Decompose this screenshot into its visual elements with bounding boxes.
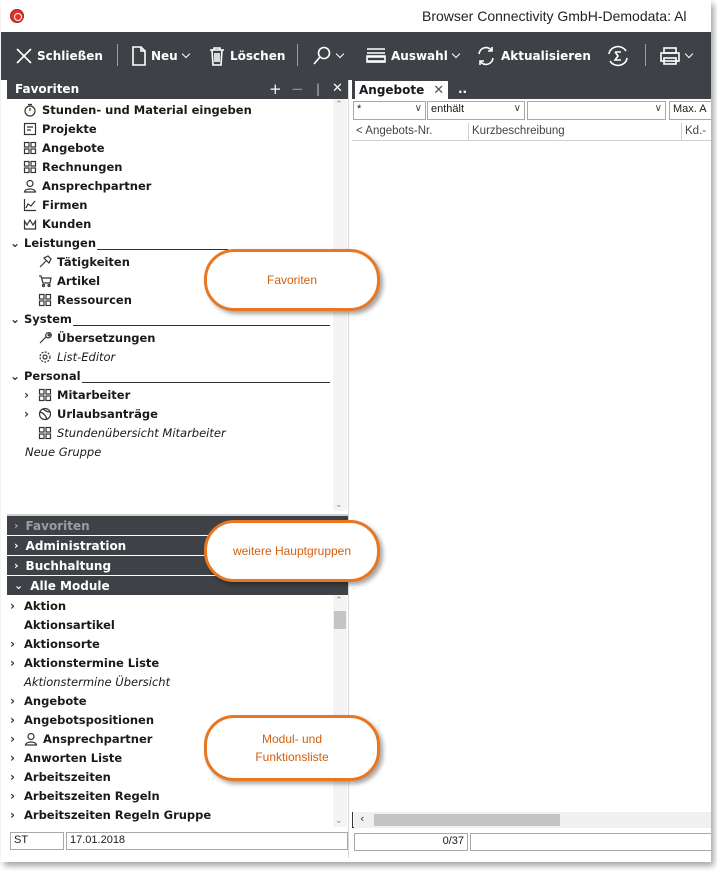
browser-panel <box>352 80 711 858</box>
favorite-item-projects[interactable] <box>23 119 97 138</box>
filter-bar <box>352 101 711 121</box>
toolbar-separator <box>117 44 118 66</box>
app-logo-icon[interactable] <box>10 9 24 23</box>
favorites-header <box>7 80 348 99</box>
favorite-item-translations[interactable] <box>38 328 155 347</box>
module-item[interactable] <box>10 748 122 767</box>
module-item[interactable] <box>10 710 154 729</box>
scroll-left-icon[interactable]: ‹ <box>360 812 365 825</box>
close-x-icon <box>15 47 33 65</box>
toolbar-separator <box>297 44 298 66</box>
new-group-item[interactable]: Neue Gruppe <box>25 444 102 459</box>
scroll-down-icon[interactable]: ⌄ <box>335 500 343 510</box>
close-button[interactable] <box>15 32 103 80</box>
chevron-down-icon: ∨ <box>513 103 521 114</box>
hammer-icon <box>38 255 52 269</box>
grid-icon <box>23 141 37 155</box>
group-label: System <box>24 311 72 326</box>
chevron-right-icon: › <box>14 539 19 552</box>
filter-field-value: * <box>357 103 362 115</box>
filter-value-input[interactable] <box>527 101 666 120</box>
add-favorite-button[interactable]: + <box>269 80 282 98</box>
favorite-item-label: Tätigkeiten <box>57 254 130 269</box>
module-label: Angebotspositionen <box>24 712 155 727</box>
favorite-item-customers[interactable] <box>23 214 91 233</box>
window-title: Browser Connectivity GmbH-Demodata: Al <box>422 8 687 24</box>
favorite-item-activities[interactable] <box>38 252 130 271</box>
horizontal-scrollbar[interactable] <box>354 812 711 828</box>
group-personal[interactable] <box>10 366 330 385</box>
chevron-down-icon: ∨ <box>654 103 662 114</box>
selection-list-icon <box>365 47 387 65</box>
tab-bar <box>352 80 711 99</box>
callout-favorites: Favoriten <box>204 249 380 311</box>
favorite-item-label: Ressourcen <box>57 292 132 307</box>
sum-refresh-button[interactable] <box>605 32 631 80</box>
cart-icon <box>38 274 52 288</box>
module-list <box>7 595 333 827</box>
module-item[interactable] <box>10 653 159 672</box>
module-item[interactable] <box>10 786 160 805</box>
favorite-item-hours[interactable] <box>23 100 252 119</box>
module-item[interactable] <box>10 634 100 653</box>
date-status: 17.01.2018 <box>66 832 348 850</box>
trash-icon <box>208 46 226 66</box>
callout-modules-line1: Modul- und <box>261 732 323 746</box>
chevron-down-icon: ⌄ <box>14 579 24 592</box>
scroll-up-icon[interactable]: ⌃ <box>335 596 343 606</box>
person-icon <box>23 179 37 193</box>
group-divider <box>97 249 228 250</box>
user-status: ST <box>10 832 64 850</box>
print-button[interactable] <box>659 32 692 80</box>
search-icon <box>312 46 332 66</box>
module-item[interactable] <box>10 691 87 710</box>
favorite-item-invoices[interactable] <box>23 157 122 176</box>
column-separator[interactable] <box>681 123 682 141</box>
module-label: Arbeitszeiten Regeln <box>24 788 160 803</box>
grid-icon <box>38 426 52 440</box>
chevron-right-icon: › <box>14 559 19 572</box>
group-leistungen[interactable] <box>10 233 228 252</box>
chevron-right-icon[interactable]: › <box>10 598 15 613</box>
chevron-down-icon <box>685 50 693 58</box>
tab-offers[interactable] <box>355 81 448 99</box>
group-header-label: Alle Module <box>30 578 110 593</box>
gear-icon <box>38 350 52 364</box>
chevron-right-icon[interactable]: › <box>10 712 15 727</box>
chevron-down-icon: ⌄ <box>10 311 21 326</box>
refresh-button-label: Aktualisieren <box>501 49 591 63</box>
favorite-item-articles[interactable] <box>38 271 100 290</box>
stopwatch-icon <box>23 103 37 117</box>
favorite-item-label: Ansprechpartner <box>42 178 152 193</box>
record-count: 0/37 <box>354 833 468 851</box>
search-button[interactable] <box>312 32 343 80</box>
column-header <box>352 123 711 141</box>
favorite-item-label: List-Editor <box>57 349 116 364</box>
favorite-item-hours-overview[interactable] <box>38 423 226 442</box>
favorite-item-contacts[interactable] <box>23 176 151 195</box>
favorite-item-label: Artikel <box>57 273 101 288</box>
scroll-up-icon[interactable]: ⌃ <box>335 100 343 110</box>
close-tab-icon[interactable]: ✕ <box>433 82 445 98</box>
grid-icon <box>23 160 37 174</box>
new-document-icon <box>131 46 147 66</box>
favorite-item-list-editor[interactable] <box>38 347 115 366</box>
refresh-button[interactable] <box>475 32 591 80</box>
column-customer-number[interactable]: Kd.- <box>685 125 707 137</box>
module-scrollbar[interactable] <box>333 595 347 827</box>
column-description[interactable]: Kurzbeschreibung <box>472 125 565 137</box>
column-separator[interactable] <box>468 123 469 141</box>
chevron-right-icon[interactable]: › <box>10 731 15 746</box>
group-header-label: Buchhaltung <box>25 558 112 573</box>
chevron-down-icon <box>336 50 344 58</box>
crown-icon <box>23 217 37 231</box>
chevron-right-icon[interactable]: › <box>10 788 15 803</box>
refresh-icon <box>475 45 497 67</box>
module-label: Arbeitszeiten <box>24 769 111 784</box>
favorite-item-label: Kunden <box>42 216 92 231</box>
favorite-item-label: Firmen <box>42 197 88 212</box>
favorite-item-label: Mitarbeiter <box>57 387 131 402</box>
chart-icon <box>23 198 37 212</box>
wrench-icon <box>38 331 52 345</box>
project-icon <box>23 122 37 136</box>
module-label: Aktion <box>24 598 67 613</box>
column-offer-number[interactable]: < Angebots-Nr. <box>356 125 433 137</box>
chevron-right-icon[interactable]: › <box>10 655 15 670</box>
favorite-item-offers[interactable] <box>23 138 105 157</box>
module-item[interactable] <box>10 767 111 786</box>
tab-label: Angebote <box>359 83 425 97</box>
module-item[interactable] <box>10 805 211 824</box>
chevron-right-icon[interactable]: › <box>10 807 15 822</box>
pin-separator: | <box>316 82 321 96</box>
delete-button-label: Löschen <box>230 49 286 63</box>
favorite-item-label: Rechnungen <box>42 159 123 174</box>
max-rows-label: Max. A <box>673 103 707 115</box>
chevron-down-icon <box>181 50 189 58</box>
scrollbar-thumb[interactable] <box>334 611 346 629</box>
module-label: Angebote <box>24 693 87 708</box>
module-label: Ansprechpartner <box>43 731 153 746</box>
ball-icon <box>38 407 52 421</box>
module-label: Aktionsartikel <box>24 617 115 632</box>
select-button-label: Auswahl <box>391 49 448 63</box>
group-divider <box>82 382 330 383</box>
chevron-right-icon[interactable]: › <box>24 406 29 421</box>
close-favorites-button[interactable]: ✕ <box>332 81 343 96</box>
favorite-item-companies[interactable] <box>23 195 87 214</box>
filter-operator-select[interactable] <box>427 101 525 120</box>
module-label: Aktionsorte <box>24 636 100 651</box>
max-rows-field[interactable] <box>669 101 711 120</box>
module-item[interactable] <box>10 596 66 615</box>
module-item[interactable] <box>24 615 115 634</box>
group-label: Personal <box>24 368 81 383</box>
browser-status-bar <box>354 833 711 851</box>
remove-favorite-button[interactable]: − <box>291 80 304 98</box>
favorite-item-vacation[interactable] <box>24 404 158 423</box>
favorite-item-label: Übersetzungen <box>57 330 156 345</box>
new-button[interactable] <box>131 32 189 80</box>
module-label: Aktionstermine Übersicht <box>24 674 171 689</box>
chevron-right-icon[interactable]: › <box>24 387 29 402</box>
grid-icon <box>38 388 52 402</box>
delete-button[interactable] <box>208 32 285 80</box>
chevron-right-icon[interactable]: › <box>10 693 15 708</box>
chevron-right-icon[interactable]: › <box>10 750 15 765</box>
chevron-right-icon[interactable]: › <box>10 636 15 651</box>
favorite-item-resources[interactable] <box>38 290 132 309</box>
module-label: Anworten Liste <box>24 750 123 765</box>
group-divider <box>73 325 330 326</box>
favorite-item-employees[interactable] <box>24 385 130 404</box>
person-icon <box>24 732 38 746</box>
grid-icon <box>38 293 52 307</box>
group-header-label: Favoriten <box>25 518 90 533</box>
module-label: Arbeitszeiten Regeln Gruppe <box>24 807 212 822</box>
scrollbar-thumb[interactable] <box>374 814 560 826</box>
title-bar <box>1 0 711 32</box>
filter-operator-value: enthält <box>431 103 465 115</box>
group-system[interactable] <box>10 309 330 328</box>
sum-refresh-icon <box>605 45 631 67</box>
module-label: Aktionstermine Liste <box>24 655 160 670</box>
callout-modules-line2: Funktionsliste <box>255 750 329 764</box>
callout-modules <box>204 715 380 781</box>
scroll-down-icon[interactable]: ⌄ <box>335 816 343 826</box>
favorite-item-label: Stunden- und Material eingeben <box>42 102 252 117</box>
module-item[interactable] <box>10 729 152 748</box>
toolbar-separator <box>645 44 646 66</box>
chevron-down-icon: ⌄ <box>10 368 21 383</box>
select-button[interactable] <box>365 32 459 80</box>
favorite-item-label: Projekte <box>42 121 97 136</box>
chevron-down-icon: ∨ <box>414 103 422 114</box>
group-label: Leistungen <box>24 235 97 250</box>
new-button-label: Neu <box>151 49 178 63</box>
chevron-down-icon: ⌄ <box>10 235 21 250</box>
callout-main-groups: weitere Hauptgruppen <box>204 520 380 582</box>
favorite-item-label: Urlaubsanträge <box>57 406 158 421</box>
chevron-down-icon <box>452 50 460 58</box>
favorite-item-label: Stundenübersicht Mitarbeiter <box>57 425 226 440</box>
chevron-right-icon[interactable]: › <box>10 769 15 784</box>
module-item[interactable] <box>24 672 170 691</box>
printer-icon <box>659 46 681 66</box>
browser-status-field <box>470 833 711 851</box>
filter-field-select[interactable] <box>353 101 426 120</box>
chevron-right-icon: › <box>14 519 19 532</box>
group-header-label: Administration <box>25 538 127 553</box>
toolbar <box>1 32 711 80</box>
tab-overflow-button[interactable]: .. <box>458 82 468 96</box>
favorites-title: Favoriten <box>15 82 80 96</box>
favorite-item-label: Angebote <box>42 140 105 155</box>
close-button-label: Schließen <box>37 49 103 63</box>
